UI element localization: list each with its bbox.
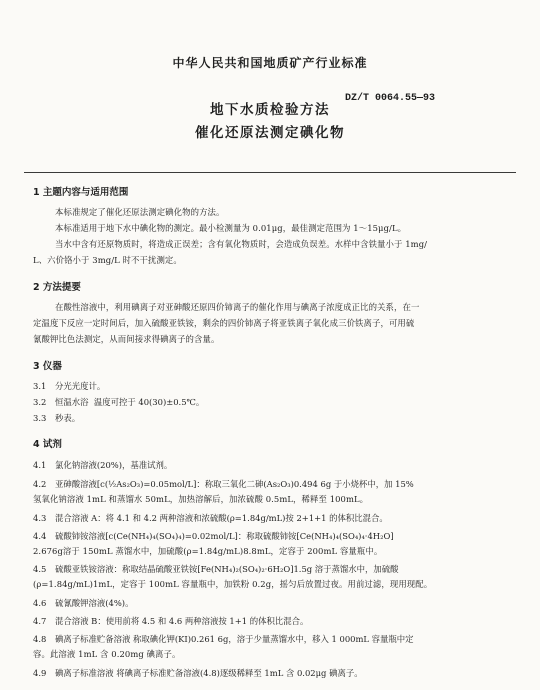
list-item [33,478,414,490]
list-item [33,380,105,392]
item-number: 4.7 [33,616,47,626]
list-item [33,530,394,542]
item-number: 4.5 [33,564,47,574]
list-item [33,667,363,679]
item-text: 混合溶液 A：将 4.1 和 4.2 两种溶液和浓硫酸(ρ=1.84g/mL)按 2+1+1 的体积比混合。 [55,513,388,523]
item-text: 碘离子标准贮备溶液 称取碘化钾(KI)0.261 6g，溶于少量蒸馏水中，移入 1 000mL 容量瓶中定 [55,634,414,644]
section-1-paragraph-3-cont: L、六价铬小于 3mg/L 时不干扰测定。 [33,255,182,265]
item-text-continuation: 氢氧化钠溶液 1mL 和蒸馏水 50mL，加热溶解后，加浓硫酸 0.5mL，稀释至 100mL。 [33,494,369,504]
list-item [33,633,414,645]
list-item [33,459,172,471]
item-text: 混合溶液 B：使用前将 4.5 和 4.6 两种溶液按 1+1 的体积比混合。 [55,616,309,626]
item-text-continuation: 2.676g溶于 150mL 蒸馏水中，加硫酸(ρ=1.84g/mL)8.8mL，定容于 200mL 容量瓶中。 [33,546,383,556]
item-name: 秒表。 [55,413,81,423]
section-2-line-2: 定温度下反应一定时间后，加入硫酸亚铁铵，剩余的四价铈离子将亚铁离子氧化成三价铁离子，可用硫 [33,318,415,328]
section-1-paragraph-1: 本标准规定了催化还原法测定碘化物的方法。 [55,207,225,217]
item-number: 4.2 [33,479,47,489]
section-4-heading: 4 试剂 [33,439,62,450]
section-3-heading: 3 仪器 [33,361,62,372]
section-1-heading: 1 主题内容与适用范围 [33,187,129,198]
item-number: 4.4 [33,531,47,541]
item-text-continuation: 容。此溶液 1mL 含 0.20mg 碘离子。 [33,649,181,659]
list-item [33,597,133,609]
document-title-line1: 地下水质检验方法 [210,102,330,118]
header-divider [24,172,516,173]
item-text: 硫氰酸钾溶液(4%)。 [55,598,134,608]
item-text: 硫酸亚铁铵溶液：称取结晶硫酸亚铁铵[Fe(NH₄)₂(SO₄)₂·6H₂O]1.5g 溶于蒸馏水中，加硫酸 [55,564,399,574]
section-1-paragraph-2: 本标准适用于地下水中碘化物的测定。最小检测量为 0.01μg，最佳测定范围为 1～15μg/L。 [55,223,407,233]
item-text: 氯化钠溶液(20%)，基准试剂。 [55,460,173,470]
item-text: 碘离子标准溶液 将碘离子标准贮备溶液(4.8)逐级稀释至 1mL 含 0.02μg 碘离子。 [55,668,363,678]
item-name: 分光光度计。 [55,381,106,391]
item-number: 4.6 [33,598,47,608]
item-number: 4.8 [33,634,47,644]
section-2-line-3: 氰酸钾比色法测定，从而间接求得碘离子的含量。 [33,334,220,344]
list-item [33,396,204,408]
item-name: 恒温水浴 [55,397,89,407]
list-item [33,412,80,424]
list-item [33,615,308,627]
document-title-line2: 催化还原法测定碘化物 [195,125,345,141]
item-number: 3.3 [33,413,47,423]
list-item [33,512,388,524]
section-1-paragraph-3: 当水中含有还原物质时，将造成正误差；含有氧化物质时，会造成负误差。水样中含铁量小于 1mg/ [55,239,428,249]
list-item [33,563,399,575]
section-2-heading: 2 方法提要 [33,282,81,293]
item-number: 4.9 [33,668,47,678]
item-number: 3.2 [33,397,47,407]
item-text-continuation: (ρ=1.84g/mL)1mL，定容于 100mL 容量瓶中，加铁粉 0.2g，摇匀后放置过夜。用前过滤，现用现配。 [33,579,433,589]
item-text: 硫酸铈铵溶液[c(Ce(NH₄)₄(SO₄)₄)=0.02mol/L]：称取硫酸铈铵[Ce(NH₄)₄(SO₄)₄·4H₂O] [55,531,394,541]
item-text: 温度可控于 40(30)±0.5℃。 [93,397,205,407]
item-number: 4.3 [33,513,47,523]
item-number: 4.1 [33,460,47,470]
standard-code: DZ/T 0064.55—93 [345,93,436,104]
section-2-line-1: 在酸性溶液中，利用碘离子对亚砷酸还原四价铈离子的催化作用与碘离子浓度成正比的关系，在一 [55,302,420,312]
item-text: 亚砷酸溶液[c(½As₂O₃)=0.05mol/L]：称取三氧化二砷(As₂O₃)0.494 6g 于小烧杯中，加 15% [55,479,414,489]
issuer-heading: 中华人民共和国地质矿产行业标准 [172,56,368,70]
item-number: 3.1 [33,381,47,391]
